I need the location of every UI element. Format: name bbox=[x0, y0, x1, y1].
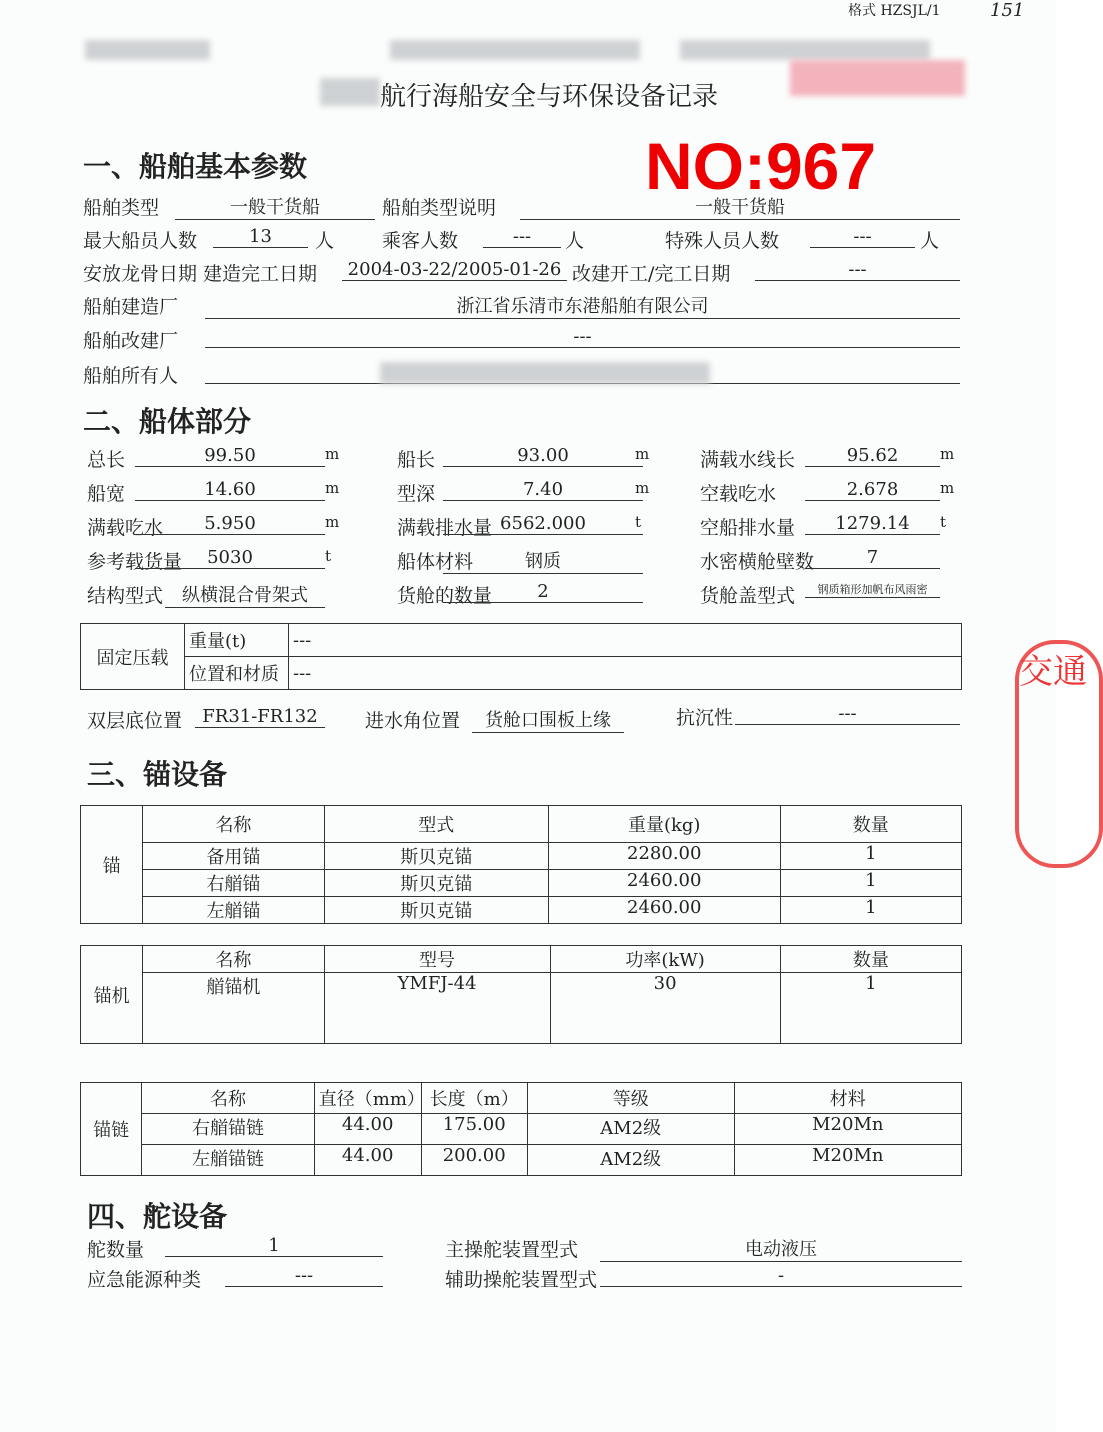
label: 应急能源种类 bbox=[87, 1269, 202, 1291]
table-cell: 斯贝克锚 bbox=[324, 897, 548, 924]
table-cell: 2460.00 bbox=[548, 870, 780, 897]
table-cell: YMFJ-44 bbox=[324, 973, 550, 1044]
unit: t bbox=[940, 513, 947, 531]
unit: t bbox=[325, 547, 332, 565]
unit: m bbox=[635, 445, 650, 463]
page-mark: 151 bbox=[990, 0, 1025, 21]
column-header: 直径（mm） bbox=[314, 1083, 421, 1114]
label: 乘客人数 bbox=[382, 230, 459, 252]
double-bottom: FR31-FR132 bbox=[195, 706, 325, 728]
unsinkability: --- bbox=[735, 703, 960, 725]
label: 船舶建造厂 bbox=[83, 296, 179, 318]
table-row bbox=[81, 843, 962, 870]
table-cell: 2280.00 bbox=[548, 843, 780, 870]
label: 船宽 bbox=[87, 483, 126, 505]
hull-value: 14.60 bbox=[135, 479, 325, 501]
table-row bbox=[81, 1145, 962, 1176]
hull-value: 99.50 bbox=[135, 445, 325, 467]
column-header: 名称 bbox=[143, 946, 324, 973]
label: 双层底位置 bbox=[87, 710, 183, 732]
table-cell: 艏锚机 bbox=[143, 973, 324, 1044]
table-cell: AM2级 bbox=[527, 1145, 734, 1176]
column-header: 功率(kW) bbox=[550, 946, 780, 973]
chain-table bbox=[80, 1082, 962, 1176]
hull-value: 7 bbox=[805, 547, 940, 569]
label: 舵数量 bbox=[87, 1239, 145, 1261]
table-cell: 2460.00 bbox=[548, 897, 780, 924]
label: 参考载货量 bbox=[87, 551, 183, 573]
label: 船舶类型 bbox=[83, 197, 160, 219]
column-header: 数量 bbox=[780, 946, 961, 973]
hull-value: 纵横混合骨架式 bbox=[165, 581, 325, 608]
chain-label: 锚链 bbox=[81, 1083, 142, 1176]
red-stamp bbox=[1015, 640, 1103, 868]
table-cell: 1 bbox=[780, 870, 961, 897]
table-cell: 斯贝克锚 bbox=[324, 843, 548, 870]
windlass-label: 锚机 bbox=[81, 946, 143, 1044]
unit: m bbox=[940, 479, 955, 497]
hull-value: 1279.14 bbox=[805, 513, 940, 535]
column-header: 型号 bbox=[324, 946, 550, 973]
label: 型深 bbox=[397, 483, 436, 505]
table-cell: 44.00 bbox=[314, 1145, 421, 1176]
format-code: 格式 HZSJL/1 bbox=[848, 3, 941, 19]
section-4-heading: 四、舵设备 bbox=[87, 1200, 228, 1233]
hull-value: 2 bbox=[443, 581, 643, 603]
fixed-ballast-table bbox=[80, 623, 962, 690]
keel-dates: 2004-03-22/2005-01-26 bbox=[342, 259, 567, 281]
label: 满载排水量 bbox=[397, 517, 493, 539]
max-crew: 13 bbox=[213, 226, 308, 248]
table-cell: 右艏锚链 bbox=[142, 1114, 314, 1145]
hull-value: 93.00 bbox=[443, 445, 643, 467]
label: 主操舵装置型式 bbox=[445, 1239, 579, 1261]
label: 改建开工/完工日期 bbox=[572, 263, 731, 285]
rebuilder: --- bbox=[205, 326, 960, 348]
table-cell: 1 bbox=[780, 897, 961, 924]
emergency-power: --- bbox=[225, 1265, 383, 1287]
table-row bbox=[81, 870, 962, 897]
column-header: 重量(kg) bbox=[548, 806, 780, 843]
hull-value: 7.40 bbox=[443, 479, 643, 501]
label: 满载吃水 bbox=[87, 517, 164, 539]
unit: m bbox=[325, 479, 340, 497]
label: 重量(t) bbox=[185, 624, 289, 657]
hull-value: 2.678 bbox=[805, 479, 940, 501]
table-cell: 左艏锚链 bbox=[142, 1145, 314, 1176]
unit: m bbox=[325, 513, 340, 531]
unit: 人 bbox=[315, 230, 335, 252]
label: 辅助操舵装置型式 bbox=[445, 1269, 598, 1291]
ship-type-desc: 一般干货船 bbox=[520, 193, 960, 220]
page-title: 航行海船安全与环保设备记录 bbox=[380, 82, 719, 112]
record-number: NO:967 bbox=[645, 129, 877, 203]
label: 空载吃水 bbox=[700, 483, 777, 505]
table-cell: AM2级 bbox=[527, 1114, 734, 1145]
hull-value: 5.950 bbox=[135, 513, 325, 535]
label: 结构型式 bbox=[87, 585, 164, 607]
label: 船舶所有人 bbox=[83, 365, 179, 387]
table-cell: M20Mn bbox=[734, 1114, 961, 1145]
redacted-2 bbox=[390, 40, 640, 60]
unit: 人 bbox=[920, 230, 940, 252]
ballast-label: 固定压载 bbox=[81, 624, 185, 690]
column-header: 型式 bbox=[324, 806, 548, 843]
unit: 人 bbox=[565, 230, 585, 252]
table-cell: 1 bbox=[780, 843, 961, 870]
redacted-5 bbox=[320, 78, 380, 106]
label: 抗沉性 bbox=[676, 707, 734, 729]
label: 水密横舱壁数 bbox=[700, 551, 815, 573]
ballast-position: --- bbox=[289, 657, 962, 690]
label: 货舱盖型式 bbox=[700, 585, 796, 607]
table-cell: 右艏锚 bbox=[143, 870, 324, 897]
column-header: 名称 bbox=[143, 806, 324, 843]
hull-value: 6562.000 bbox=[443, 513, 643, 535]
unit: m bbox=[635, 479, 650, 497]
rudder-count: 1 bbox=[165, 1235, 383, 1257]
table-row bbox=[81, 897, 962, 924]
main-steering: 电动液压 bbox=[600, 1235, 962, 1262]
label: 进水角位置 bbox=[365, 710, 461, 732]
table-cell: 斯贝克锚 bbox=[324, 870, 548, 897]
passengers: --- bbox=[483, 226, 561, 248]
label: 船长 bbox=[397, 449, 436, 471]
anchor-table bbox=[80, 805, 962, 924]
label: 货舱的数量 bbox=[397, 585, 493, 607]
table-cell: 200.00 bbox=[421, 1145, 527, 1176]
stamp-text: 交通 bbox=[1019, 652, 1087, 692]
unit: m bbox=[940, 445, 955, 463]
anchor-label: 锚 bbox=[81, 806, 143, 924]
table-cell: 44.00 bbox=[314, 1114, 421, 1145]
column-header: 等级 bbox=[527, 1083, 734, 1114]
redacted-owner bbox=[380, 362, 710, 384]
label: 总长 bbox=[87, 449, 126, 471]
ballast-weight: --- bbox=[289, 624, 962, 657]
hull-value: 95.62 bbox=[805, 445, 940, 467]
column-header: 数量 bbox=[780, 806, 961, 843]
table-cell: 175.00 bbox=[421, 1114, 527, 1145]
hull-value: 钢质 bbox=[443, 547, 643, 574]
builder: 浙江省乐清市东港船舶有限公司 bbox=[205, 292, 960, 319]
hull-value: 5030 bbox=[135, 547, 325, 569]
section-2-heading: 二、船体部分 bbox=[83, 405, 252, 438]
label: 最大船员人数 bbox=[83, 230, 198, 252]
rebuild-dates: --- bbox=[755, 259, 960, 281]
table-cell: M20Mn bbox=[734, 1145, 961, 1176]
table-row bbox=[81, 1114, 962, 1145]
table-cell: 30 bbox=[550, 973, 780, 1044]
label: 船舶类型说明 bbox=[382, 197, 497, 219]
column-header: 名称 bbox=[142, 1083, 314, 1114]
label: 船舶改建厂 bbox=[83, 330, 179, 352]
redacted-4 bbox=[790, 60, 965, 96]
label: 特殊人员人数 bbox=[665, 230, 780, 252]
table-row bbox=[81, 973, 962, 1044]
column-header: 材料 bbox=[734, 1083, 961, 1114]
special-persons: --- bbox=[810, 226, 915, 248]
unit: m bbox=[325, 445, 340, 463]
label: 位置和材质 bbox=[185, 657, 289, 690]
label: 空船排水量 bbox=[700, 517, 796, 539]
section-3-heading: 三、锚设备 bbox=[87, 758, 228, 791]
hull-value: 钢质箱形加帆布风雨密 bbox=[805, 581, 940, 598]
column-header: 长度（m） bbox=[421, 1083, 527, 1114]
label: 安放龙骨日期 建造完工日期 bbox=[83, 263, 318, 285]
unit: t bbox=[635, 513, 642, 531]
windlass-table bbox=[80, 945, 962, 1044]
table-cell: 1 bbox=[780, 973, 961, 1044]
redacted-3 bbox=[680, 40, 930, 60]
table-cell: 备用锚 bbox=[143, 843, 324, 870]
label: 船体材料 bbox=[397, 551, 474, 573]
flooding-angle: 货舱口围板上缘 bbox=[472, 706, 624, 733]
ship-type: 一般干货船 bbox=[175, 193, 375, 220]
label: 满载水线长 bbox=[700, 449, 796, 471]
section-1-heading: 一、船舶基本参数 bbox=[83, 150, 308, 183]
table-cell: 左艏锚 bbox=[143, 897, 324, 924]
redacted-1 bbox=[85, 40, 210, 60]
aux-steering: - bbox=[600, 1265, 962, 1287]
